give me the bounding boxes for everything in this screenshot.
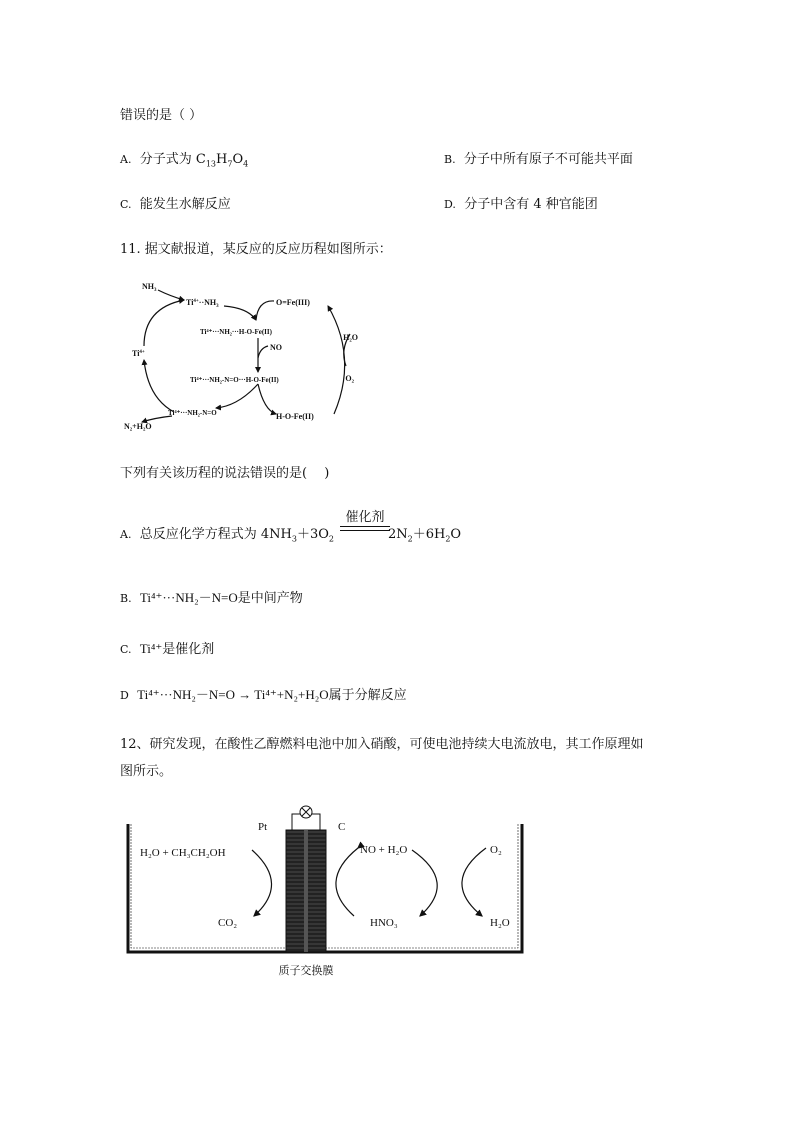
q10-option-d <box>444 193 598 212</box>
option-text: 是催化剂 <box>162 642 215 657</box>
arrow <box>258 384 276 414</box>
formula-part: 2N <box>387 527 408 542</box>
left-reactants-label: H₂O + CH₃CH₂OH <box>140 847 226 859</box>
n2h2o-label: N₂+H₂O <box>124 422 152 431</box>
arrow <box>328 306 345 414</box>
q12-stem-line1: 12、研究发现，在酸性乙醇燃料电池中加入硝酸，可使电池持续大电流放电，其工作原理如 <box>120 737 644 752</box>
subscript: 13 <box>205 159 216 169</box>
q12-fuel-cell-diagram <box>122 802 532 978</box>
formula: Ti⁴⁺···NH₂－N=O → Ti⁴⁺+N₂+H₂O <box>137 687 329 702</box>
ti-nh2-hofe-label: Ti⁴⁺···NH₂···H-O-Fe(II) <box>200 328 272 336</box>
formula-part: ＋3O <box>296 527 329 542</box>
q11-option-d <box>120 684 407 703</box>
subscript: 2 <box>407 534 413 544</box>
subscript: 2 <box>445 534 451 544</box>
q11-question: 下列有关该历程的说法错误的是( ) <box>120 466 330 481</box>
o2-label: O₂ <box>345 374 354 383</box>
no-h2o-label: NO + H₂O <box>360 844 408 856</box>
arrow <box>144 360 174 412</box>
arrow <box>336 848 358 916</box>
option-letter: B. <box>444 153 456 166</box>
option-letter: A. <box>120 528 132 541</box>
proton-exchange-membrane <box>304 830 308 952</box>
arrow <box>252 850 272 916</box>
arrow <box>256 301 274 320</box>
ofe3-label: O=Fe(III) <box>276 298 310 307</box>
subscript: 7 <box>227 159 233 169</box>
formula-part: O <box>232 152 244 167</box>
q10-option-c <box>120 193 231 212</box>
ti-nh2no-label: Ti⁴⁺···NH₂-N=O <box>168 409 217 417</box>
option-text: 分子中含有 4 种官能团 <box>464 197 598 212</box>
q10-tail: 错误的是（ ） <box>120 108 203 123</box>
option-text: 分子式为 C <box>139 152 206 167</box>
h2o-label: H₂O <box>343 333 358 342</box>
q11-stem: 11. 据文献报道，某反应的反应历程如图所示： <box>120 242 392 257</box>
membrane-label: 质子交换膜 <box>278 965 334 977</box>
nh3-label: $NH_3$ <box>142 282 157 293</box>
option-letter: D <box>120 689 129 702</box>
subscript: 3 <box>291 534 297 544</box>
option-text: 总反应化学方程式为 4NH <box>139 527 292 542</box>
pt-label: Pt <box>258 821 268 833</box>
hofe2-label: H-O-Fe(II) <box>276 412 314 421</box>
arrow <box>412 850 437 916</box>
option-text: 分子中所有原子不可能共平面 <box>463 152 633 167</box>
q11-mechanism-diagram <box>118 278 358 438</box>
subscript: 2 <box>328 534 334 544</box>
arrow <box>142 416 172 422</box>
ti4-left-label: $Ti^{4+}$ <box>132 349 145 358</box>
q11-option-b <box>120 587 303 606</box>
o2-label: O₂ <box>490 844 502 856</box>
arrow <box>462 848 486 916</box>
q11-option-c <box>120 638 214 657</box>
formula-part: ＋6H <box>412 527 446 542</box>
q10-option-b <box>444 148 633 167</box>
q12-stem-line2: 图所示。 <box>120 764 173 779</box>
arrow <box>158 290 184 300</box>
option-letter: C. <box>120 198 132 211</box>
c-label: C <box>338 821 346 833</box>
option-text: 是中间产物 <box>237 591 303 606</box>
formula: Ti⁴⁺ <box>139 641 163 656</box>
option-text: 属于分解反应 <box>328 688 407 703</box>
arrow <box>258 346 268 358</box>
option-letter: A. <box>120 153 132 166</box>
ti-nh3-label: $Ti^{4+}\cdot\cdot NH_3$ <box>186 298 219 309</box>
option-letter: C. <box>120 643 132 656</box>
option-letter: D. <box>444 198 456 211</box>
formula: Ti⁴⁺···NH₂－N=O <box>139 590 238 605</box>
hno3-label: HNO₃ <box>370 917 398 929</box>
option-text: 能发生水解反应 <box>139 197 231 212</box>
co2-label: CO₂ <box>218 917 238 929</box>
formula-part: H <box>216 152 228 167</box>
formula-part: O <box>450 527 462 542</box>
option-letter: B. <box>120 592 132 605</box>
catalyst-label: 催化剂 <box>345 510 385 525</box>
q11-option-a <box>120 523 461 544</box>
arrow <box>144 300 184 346</box>
arrow <box>224 306 256 320</box>
arrow <box>216 384 258 408</box>
h2o-label: H₂O <box>490 917 510 929</box>
q10-option-a <box>120 148 248 169</box>
ti-nh2no-hofe-label: Ti⁴⁺···NH₂-N=O···H-O-Fe(II) <box>190 376 279 384</box>
no-label: NO <box>270 343 282 352</box>
subscript: 4 <box>243 159 249 169</box>
